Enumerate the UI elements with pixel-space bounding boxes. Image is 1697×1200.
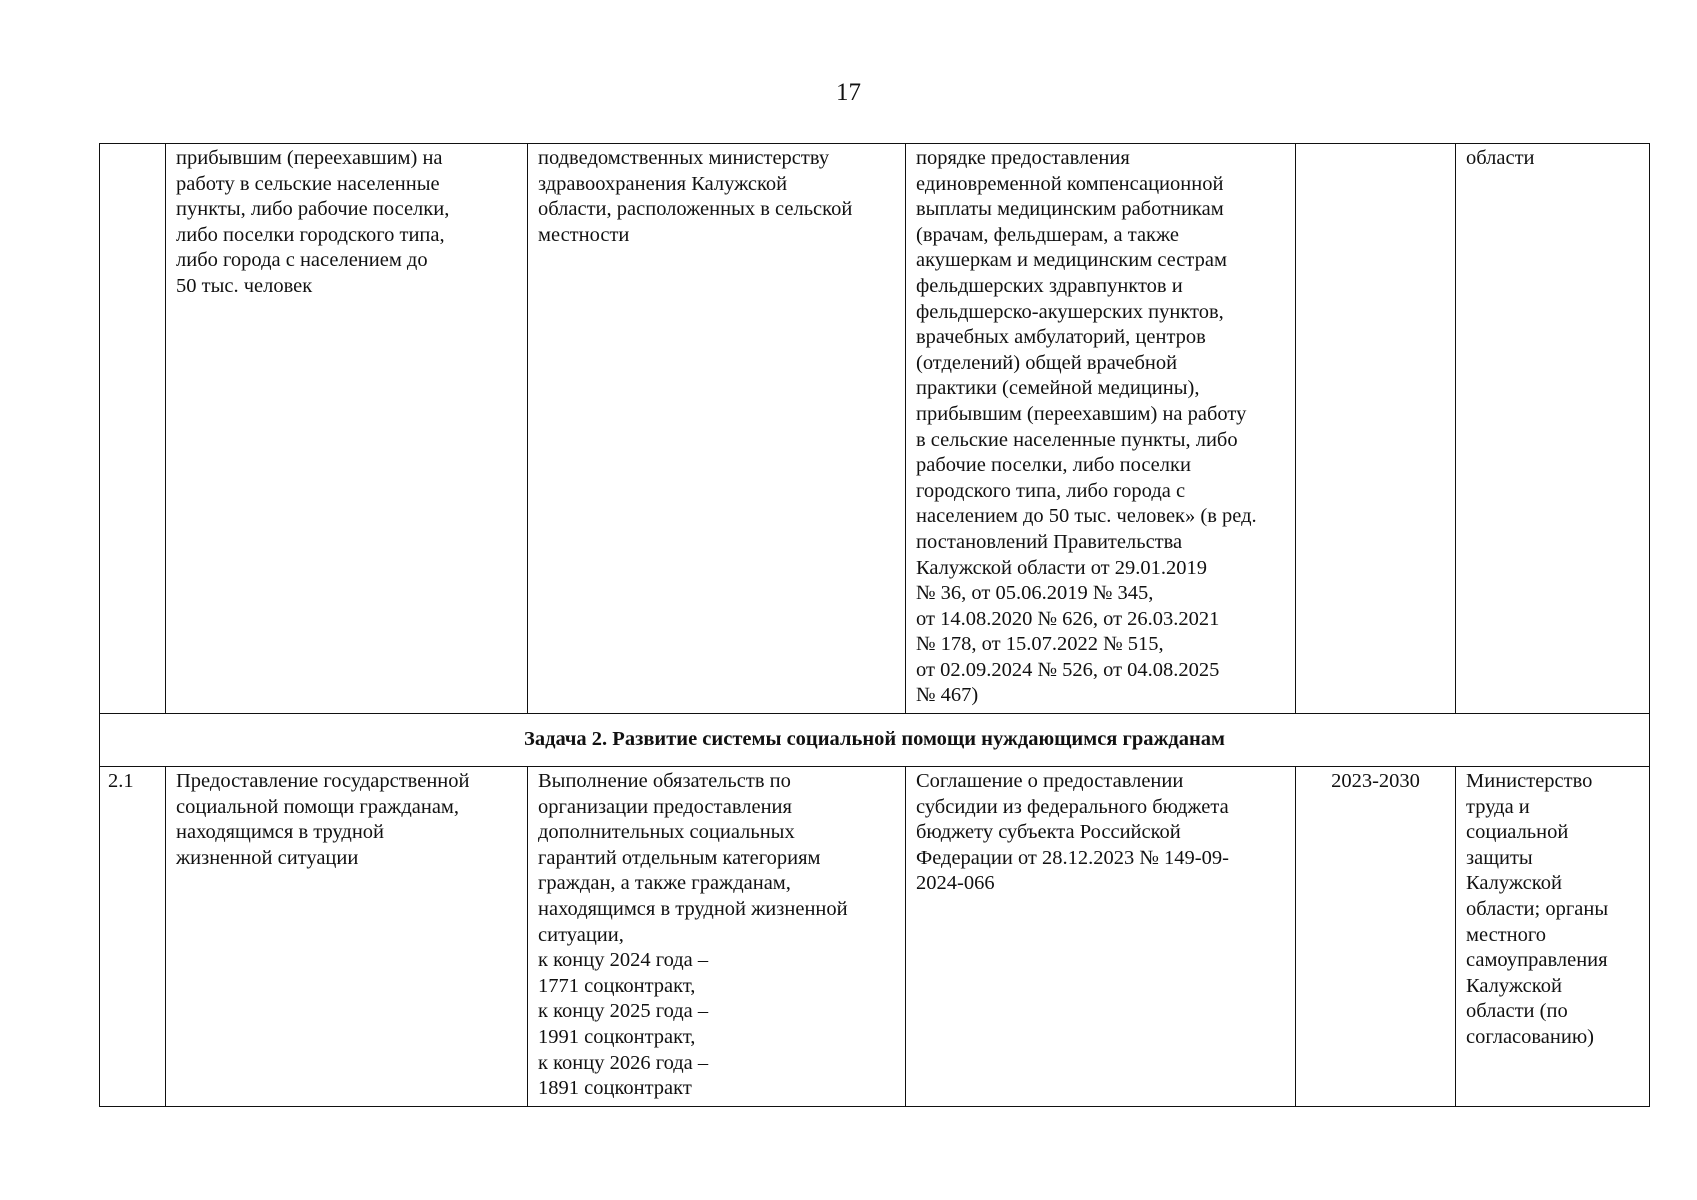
basis-cell bbox=[906, 144, 1296, 714]
text-line: № 36, от 05.06.2019 № 345, bbox=[916, 582, 1154, 605]
text-line: жизненной ситуации bbox=[176, 846, 359, 869]
text-line: постановлений Правительства bbox=[916, 530, 1183, 553]
row-number-cell bbox=[100, 144, 166, 714]
text-line: врачебных амбулаторий, центров bbox=[916, 326, 1206, 349]
text-line: в сельские населенные пункты, либо bbox=[916, 428, 1238, 451]
text-line: к концу 2024 года – bbox=[538, 949, 709, 972]
table-row-2-1 bbox=[100, 767, 1650, 1107]
text-line: труда и bbox=[1466, 795, 1530, 818]
text-line: дополнительных социальных bbox=[538, 821, 795, 844]
text-line: (отделений) общей врачебной bbox=[916, 351, 1178, 374]
text-line: фельдшерских здравпунктов и bbox=[916, 274, 1183, 297]
text-line: 50 тыс. человек bbox=[176, 274, 313, 297]
text-line: области, расположенных в сельской bbox=[538, 198, 853, 221]
text-line: здравоохранения Калужской bbox=[538, 172, 788, 195]
text-line: 1891 соцконтракт bbox=[538, 1077, 692, 1100]
text-line: к концу 2026 года – bbox=[538, 1051, 709, 1074]
text-line: гарантий отдельным категориям bbox=[538, 846, 821, 869]
text-line: 1991 соцконтракт, bbox=[538, 1026, 696, 1048]
text-line: единовременной компенсационной bbox=[916, 172, 1224, 195]
text-line: ситуации, bbox=[538, 923, 624, 946]
text-line: работу в сельские населенные bbox=[176, 172, 440, 195]
activity-cell bbox=[166, 767, 528, 1107]
text-line: Министерство bbox=[1466, 770, 1593, 793]
text-line: самоуправления bbox=[1466, 949, 1608, 972]
text-line: организации предоставления bbox=[538, 795, 792, 818]
basis-cell bbox=[906, 767, 1296, 1107]
row-number-cell: 2.1 bbox=[100, 767, 166, 1107]
text-line: либо поселки городского типа, bbox=[176, 223, 445, 246]
text-line: подведомственных министерству bbox=[538, 147, 830, 169]
text-line: согласованию) bbox=[1466, 1026, 1594, 1048]
text-line: населением до 50 тыс. человек» (в ред. bbox=[916, 505, 1257, 528]
period-cell: 2023-2030 bbox=[1296, 767, 1456, 1107]
text-line: находящимся в трудной bbox=[176, 821, 385, 844]
text-line: от 02.09.2024 № 526, от 04.08.2025 bbox=[916, 658, 1220, 681]
text-line: 2024-066 bbox=[916, 872, 995, 895]
text-line: рабочие поселки, либо поселки bbox=[916, 454, 1191, 477]
text-line: фельдшерско-акушерских пунктов, bbox=[916, 300, 1224, 323]
text-line: Калужской bbox=[1466, 974, 1562, 997]
table-row-continued bbox=[100, 144, 1650, 714]
text-line: к концу 2025 года – bbox=[538, 1000, 709, 1023]
text-line: практики (семейной медицины), bbox=[916, 377, 1200, 400]
text-line: Соглашение о предоставлении bbox=[916, 770, 1184, 793]
text-line: Калужской bbox=[1466, 872, 1562, 895]
activity-cell bbox=[166, 144, 528, 714]
text-line: прибывшим (переехавшим) на работу bbox=[916, 402, 1247, 425]
text-line: Предоставление государственной bbox=[176, 770, 470, 793]
text-line: социальной bbox=[1466, 821, 1569, 844]
text-line: области bbox=[1466, 147, 1535, 169]
text-line: местного bbox=[1466, 923, 1547, 946]
text-line: городского типа, либо города с bbox=[916, 479, 1186, 502]
text-line: либо города с населением до bbox=[176, 249, 428, 272]
text-line: области (по bbox=[1466, 1000, 1568, 1023]
text-line: акушеркам и медицинским сестрам bbox=[916, 249, 1227, 272]
text-line: от 14.08.2020 № 626, от 26.03.2021 bbox=[916, 607, 1220, 630]
text-line: защиты bbox=[1466, 846, 1533, 869]
text-line: выплаты медицинским работникам bbox=[916, 198, 1224, 221]
text-line: прибывшим (переехавшим) на bbox=[176, 147, 443, 169]
result-cell bbox=[528, 767, 906, 1107]
result-cell bbox=[528, 144, 906, 714]
text-line: № 178, от 15.07.2022 № 515, bbox=[916, 633, 1164, 656]
text-line: социальной помощи гражданам, bbox=[176, 795, 460, 818]
task-header-row bbox=[100, 714, 1650, 767]
text-line: граждан, а также гражданам, bbox=[538, 872, 791, 895]
text-line: субсидии из федерального бюджета bbox=[916, 795, 1229, 818]
text-line: Калужской области от 29.01.2019 bbox=[916, 556, 1208, 579]
page-number: 17 bbox=[836, 79, 861, 106]
text-line: области; органы bbox=[1466, 898, 1609, 921]
text-line: Федерации от 28.12.2023 № 149-09- bbox=[916, 846, 1229, 869]
executor-cell bbox=[1456, 144, 1650, 714]
text-line: Выполнение обязательств по bbox=[538, 770, 791, 793]
text-line: № 467) bbox=[916, 684, 979, 707]
text-line: порядке предоставления bbox=[916, 147, 1130, 169]
text-line: находящимся в трудной жизненной bbox=[538, 898, 848, 921]
text-line: (врачам, фельдшерам, а также bbox=[916, 223, 1179, 246]
task-header: Задача 2. Развитие системы социальной помощи нуждающимся гражданам bbox=[100, 714, 1650, 767]
executor-cell bbox=[1456, 767, 1650, 1107]
text-line: местности bbox=[538, 223, 630, 246]
text-line: бюджету субъекта Российской bbox=[916, 821, 1181, 844]
text-line: пункты, либо рабочие поселки, bbox=[176, 198, 450, 221]
period-cell bbox=[1296, 144, 1456, 714]
text-line: 1771 соцконтракт, bbox=[538, 974, 696, 997]
measures-table bbox=[99, 143, 1650, 1107]
